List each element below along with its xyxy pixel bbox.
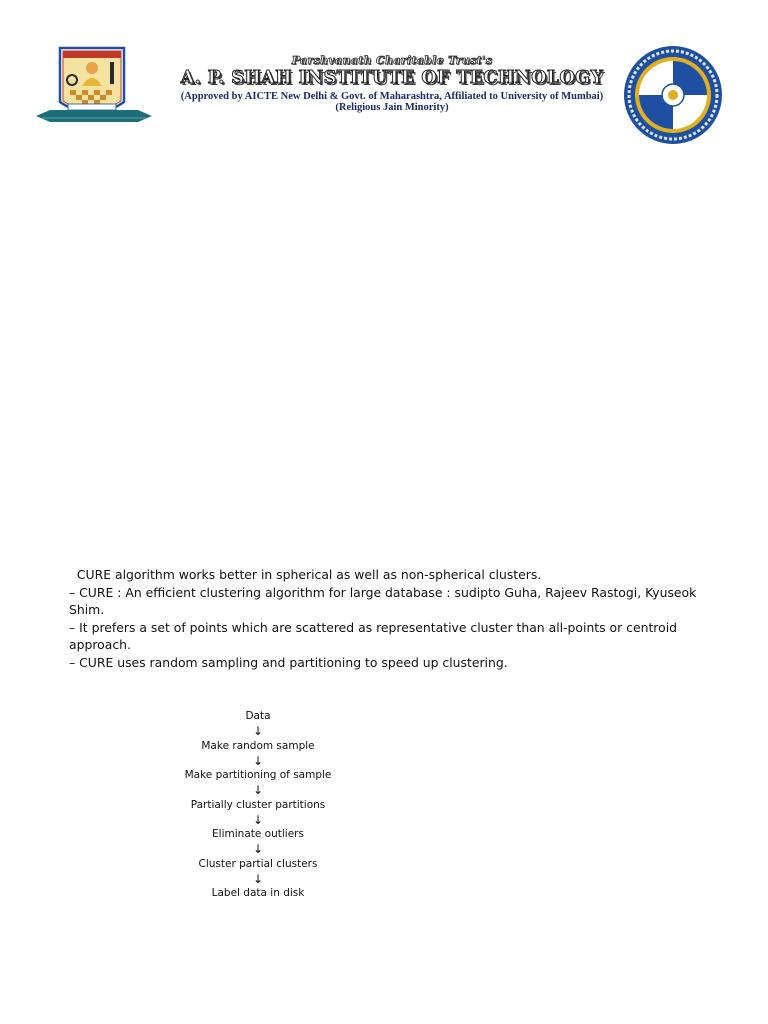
paragraph-authors: – CURE : An efficient clustering algorithm for large database : sudipto Guha, Rajeev Rastogi, Kyuseok Shim. bbox=[69, 584, 697, 618]
flow-step-label-data: Label data in disk bbox=[211, 887, 305, 899]
body-text bbox=[69, 566, 709, 672]
flow-step-random-sample: Make random sample bbox=[201, 739, 315, 752]
institute-name: A. P. SHAH INSTITUTE OF TECHNOLOGY bbox=[180, 68, 604, 88]
flow-step-cluster-partial: Cluster partial clusters bbox=[198, 857, 318, 870]
paragraph-sampling: – CURE uses random sampling and partitioning to speed up clustering. bbox=[69, 654, 508, 670]
trust-name: Parshvanath Charitable Trust's bbox=[291, 54, 493, 67]
flow-step-partial-cluster: Partially cluster partitions bbox=[190, 798, 326, 811]
down-arrow-icon: ↓ bbox=[252, 871, 264, 886]
flow-step-partitioning: Make partitioning of sample bbox=[184, 769, 332, 781]
institute-logo bbox=[32, 40, 156, 134]
paragraph-intro: CURE algorithm works better in spherical as well as non-spherical clusters. bbox=[69, 567, 542, 582]
down-arrow-icon: ↓ bbox=[252, 724, 264, 738]
header-text-block bbox=[172, 54, 612, 113]
down-arrow-icon: ↓ bbox=[252, 812, 264, 827]
paragraph-representatives: – It prefers a set of points which are scattered as representative cluster than all-points or centroid approach. bbox=[69, 619, 678, 653]
down-arrow-icon: ↓ bbox=[252, 783, 264, 797]
approval-line: (Approved by AICTE New Delhi & Govt. of Maharashtra, Affiliated to University of Mumbai) bbox=[180, 91, 604, 102]
flow-step-data: Data bbox=[245, 710, 271, 722]
cure-flow-diagram bbox=[168, 709, 348, 901]
flow-step-eliminate-outliers: Eliminate outliers bbox=[212, 828, 304, 840]
department-logo bbox=[622, 44, 724, 146]
minority-line: (Religious Jain Minority) bbox=[335, 102, 449, 113]
down-arrow-icon: ↓ bbox=[252, 753, 264, 768]
down-arrow-icon: ↓ bbox=[252, 842, 264, 856]
